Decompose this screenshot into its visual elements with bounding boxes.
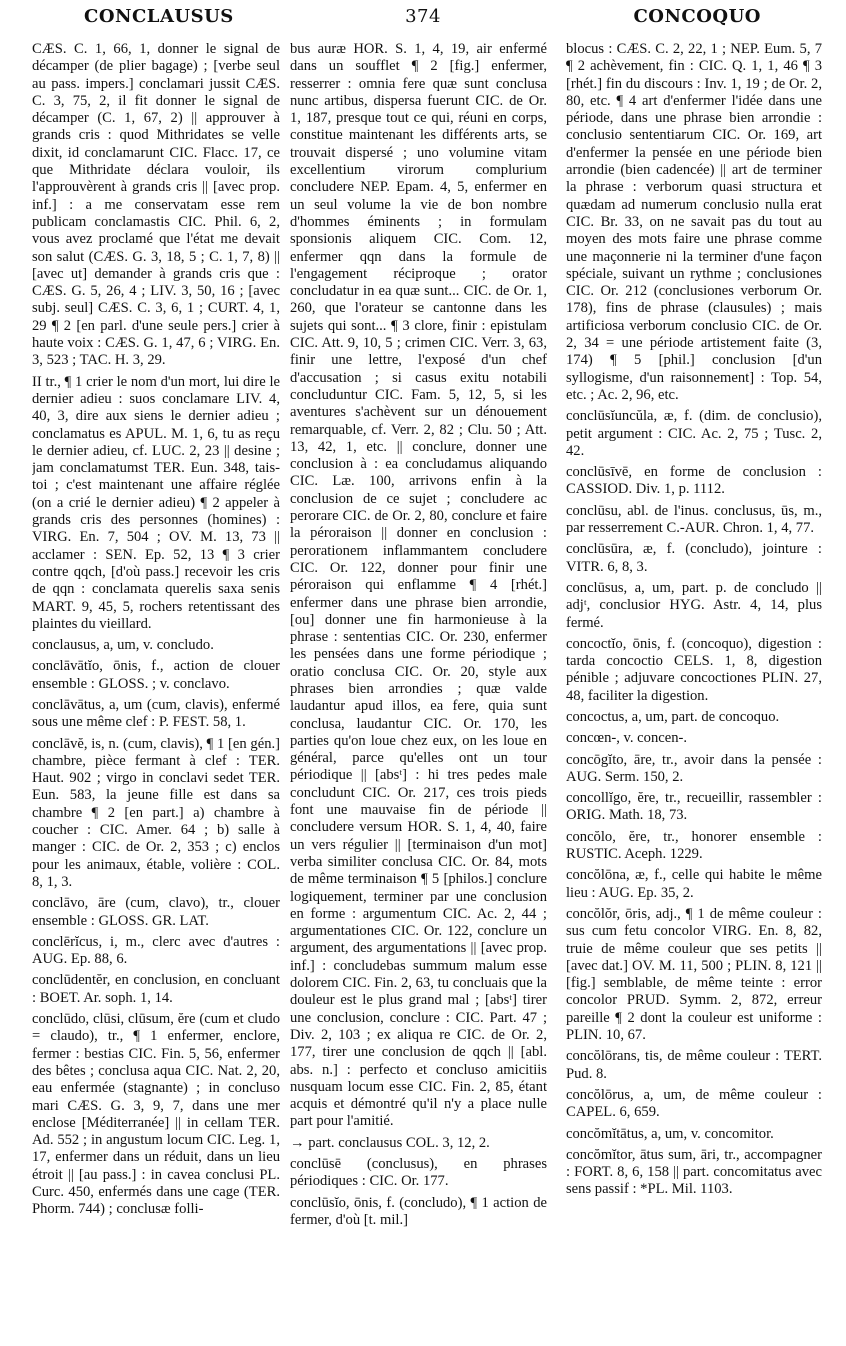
dictionary-entry: concŏmĭtor, ātus sum, āri, tr., accompagner : FORT. 8, 6, 158 || part. concomitatus avec sens passif : *PL. Mil. 1103. <box>566 1146 822 1198</box>
dictionary-entry: concoctus, a, um, part. de concoquo. <box>566 708 780 725</box>
header-first-entry: CONCLAUSUS <box>84 6 234 27</box>
dictionary-entry: concollĭgo, ĕre, tr., recueillir, rassembler : ORIG. Math. 18, 73. <box>566 790 822 824</box>
running-header <box>0 0 846 36</box>
dictionary-entry: conclūsīvē, en forme de conclusion : CASSIOD. Div. 1, p. 1112. <box>566 464 822 498</box>
page-number: 374 <box>405 6 441 27</box>
dictionary-entry: conclūdentĕr, en conclusion, en concluant : BOET. Ar. soph. 1, 14. <box>32 972 280 1006</box>
entry-continuation: CÆS. C. 1, 66, 1, donner le signal de décamper (de plier bagage) ; [verbe seul au pass. impers.] conclamari jussit CÆS. C. 3, 75, 2, il fit donner le signal de décamper (C. 1, 67, 2) || approuver à grands cris : quod Mithridates se velle dixit, id conclamarunt CIC. Flacc. 17, ce que Mithridate déclara vouloir, ils l'approuvèrent à grands cris || [avec prop. inf.] : a me conservatam esse rem publicam conclamastis CIC. Phil. 6, 2, vous avez proclamé que l'état me devait son salut (CÆS. G. 3, 18, 5 ; C. 1, 7, 8) || [avec ut] demander à grands cris que : CÆS. G. 5, 26, 4 ; LIV. 3, 50, 16 ; [avec subj. seul] CÆS. C. 3, 6, 1 ; CURT. 4, 1, 29 ¶ 2 [en parl. d'une seule pers.] crier à haute voix : CÆS. G. 1, 47, 6 ; VIRG. En. 3, 523 ; TAC. H. 3, 29. <box>32 41 280 369</box>
dictionary-entry: conclāvĕ, is, n. (cum, clavis), ¶ 1 [en gén.] chambre, pièce fermant à clef : TER. Haut. 902 ; virgo in conclavi sedet TER. Eun. 583, la jeune fille est dans sa chambre ¶ 2 [en part.] a) chambre à coucher : CIC. Amer. 64 ; b) salle à manger : CIC. de Or. 2, 353 ; c) enclos pour les animaux, étable, volière : COL. 8, 1, 3. <box>32 735 280 890</box>
dictionary-entry: concoctĭo, ōnis, f. (concoquo), digestion : tarda concoctio CELS. 1, 8, digestion pénible ; adjuvare concoctiones PLIN. 27, 48, faciliter la digestion. <box>566 635 822 704</box>
text-column-right <box>566 41 822 1341</box>
dictionary-entry: conclausus, a, um, v. concludo. <box>32 637 214 654</box>
dictionary-entry: conclāvātĭo, ōnis, f., action de clouer ensemble : GLOSS. ; v. conclavo. <box>32 658 280 692</box>
header-last-entry: CONCOQUO <box>633 6 761 27</box>
dictionary-entry: concœn-, v. concen-. <box>566 730 688 747</box>
text-column-left <box>32 41 280 1341</box>
dictionary-entry: conclāvātus, a, um (cum, clavis), enfermé sous une même clef : P. FEST. 58, 1. <box>32 696 280 731</box>
dictionary-entry: conclūsu, abl. de l'inus. conclusus, ūs, m., par resserrement C.-AUR. Chron. 1, 4, 77. <box>566 502 822 537</box>
dictionary-entry: II tr., ¶ 1 crier le nom d'un mort, lui dire le dernier adieu : suos conclamare LIV. 4, 40, 3, dire aux siens le dernier adieu ; conclamatus es APUL. M. 1, 6, tu as reçu le dernier adieu, cf. LUC. 2, 23 || desine ; jam conclamatumst TER. Eun. 348, tais-toi ; c'est maintenant une affaire réglée (on a crié le dernier adieu) ¶ 2 appeler à grands cris des personnes (homines) : VIRG. En. 7, 504 ; OV. M. 13, 73 || acclamer : SEN. Ep. 52, 13 ¶ 3 crier contre qqch, [d'où pass.] recevoir les cris de qqn : conclamata querelis saxa senis MART. 9, 45, 5, rochers retentissant des plaintes du vieillard. <box>32 373 280 632</box>
dictionary-entry: concŏlōrans, tis, de même couleur : TERT. Pud. 8. <box>566 1048 822 1082</box>
dictionary-entry: conclāvo, āre (cum, clavo), tr., clouer ensemble : GLOSS. GR. LAT. <box>32 895 280 929</box>
dictionary-entry: concŏlo, ĕre, tr., honorer ensemble : RUSTIC. Aceph. 1229. <box>566 828 822 863</box>
dictionary-entry: concŏmĭtātus, a, um, v. concomitor. <box>566 1125 774 1142</box>
dictionary-entry: conclūsūra, æ, f. (concludo), jointure : VITR. 6, 8, 3. <box>566 541 822 575</box>
entry-continuation: blocus : CÆS. C. 2, 22, 1 ; NEP. Eum. 5, 7 ¶ 2 achèvement, fin : CIC. Q. 1, 1, 46 ¶ 3 [rhét.] fin du discours : Inv. 1, 19 ; de Or. 2, 80, etc. ¶ 4 art d'enfermer l'idée dans une période, dans une phrase bien arrondie : conclusio sententiarum CIC. Or. 169, art d'enfermer la pensée en une période bien arrondie (bien cadencée) || art de terminer la phrase : verborum quasi structura et quædam ad numerum conclusio nulla erat CIC. Br. 33, on ne savait pas du tout au moyen des mots faire une phrase comme une maçonnerie ni la terminer d'une façon spéciale, suivant un rythme ; conclusiones CIC. Or. 212 (conclusiones verborum Or. 178), fins de phrase (clausules) ; mais artificiosa verborum conclusio CIC. de Or. 2, 34 = une période artistement faite (3, 174) ¶ 5 [phil.] conclusion [d'un syllogisme, d'un raisonnement] : Top. 54, etc. ; Ac. 2, 96, etc. <box>566 41 822 403</box>
dictionary-entry: conclūsĭuncŭla, æ, f. (dim. de conclusio), petit argument : CIC. Ac. 2, 75 ; Tusc. 2, 42. <box>566 408 822 459</box>
dictionary-entry: concŏlŏr, ōris, adj., ¶ 1 de même couleur : sus cum fetu concolor VIRG. En. 8, 82, truie de même couleur que ses petits || [avec dat.] OV. M. 11, 500 ; PLIN. 8, 121 || [fig.] semblable, de même teinte : error concolor PRUD. Symm. 2, 872, erreur pareille ¶ 2 dont la couleur est uniforme : PLIN. 10, 67. <box>566 905 822 1044</box>
dictionary-entry: concŏlōna, æ, f., celle qui habite le même lieu : AUG. Ep. 35, 2. <box>566 867 822 901</box>
dictionary-entry: concōgĭto, āre, tr., avoir dans la pensée : AUG. Serm. 150, 2. <box>566 751 822 785</box>
dictionary-entry: conclūdo, clūsi, clūsum, ĕre (cum et cludo = claudo), tr., ¶ 1 enfermer, enclore, fermer : bestias CIC. Fin. 5, 56, enfermer des bêtes ; conclusa aqua CIC. Nat. 2, 20, eau enfermée (stagnante) ; in concluso mari CÆS. G. 3, 9, 7, dans une mer enclose [Méditerranée] || in cellam TER. Ad. 552 ; in angustum locum CIC. Leg. 1, 17, enfermer dans un réduit, dans un lieu étroit || [au pass.] : in cavea conclusi PL. Curc. 450, enfermés dans une cage (TER. Phorm. 744) ; conclusæ folli- <box>32 1011 280 1218</box>
dictionary-entry: concŏlōrus, a, um, de même couleur : CAPEL. 6, 659. <box>566 1086 822 1121</box>
dictionary-entry: conclērĭcus, i, m., clerc avec d'autres : AUG. Ep. 88, 6. <box>32 933 280 968</box>
dictionary-entry: conclūsĭo, ōnis, f. (concludo), ¶ 1 action de fermer, d'où [t. mil.] <box>290 1194 547 1228</box>
entry-continuation: bus auræ HOR. S. 1, 4, 19, air enfermé dans un soufflet ¶ 2 [fig.] enfermer, resserrer : omnia fere quæ sunt conclusa nunc artibus, dispersa fuerunt CIC. de Or. 1, 187, presque tout ce qui, réuni en corps, constitue maintenant les différents arts, se trouvait dispersé ; uno volumine vitam excellentium virorum complurium concludere NEP. Epam. 4, 5, enfermer en un seul volume la vie de bon nombre d'hommes éminents ; in formulam sponsionis aliquem CIC. Com. 12, enfermer qqn dans la formule de l'engagement réciproque ; orator concludatur in ea quæ sunt... CIC. de Or. 1, 260, que l'orateur se cantonne dans les sujets qui sont... ¶ 3 clore, finir : epistulam CIC. Att. 9, 10, 5 ; crimen CIC. Verr. 3, 63, finir une lettre, l'exposé d'un chef d'accusation ; si casus exitu notabili concluduntur CIC. Fam. 5, 12, 5, si les aventures s'achèvent sur un dénouement remarquable, cf. Verr. 2, 82 ; Clu. 50 ; Att. 13, 42, 1, etc. || conclure, donner une conclusion à : ea concludamus aliquando CIC. Læ. 100, arrivons enfin à la conclusion de ce sujet ; concludere ac perorare CIC. de Or. 2, 80, conclure et faire la péroraison || donner en conclusion : perorationem inflammantem concludere CIC. Or. 122, donner pour finir une péroraison qui enflamme ¶ 4 [rhét.] enfermer dans une phrase bien arrondie, [ou] donner une fin harmonieuse à la phrase : sententias CIC. Or. 230, enfermer les pensées dans une forme périodique ; oratio conclusa CIC. Or. 20, style aux phrases bien arrondies ; quæ valde laudantur apud illos, ea fere, quia sunt conclusa, laudantur CIC. Or. 170, les parties qu'on loue chez eux, on les loue en général, parce qu'elles ont un tour périodique || [absᵗ] : hi tres pedes male concludunt CIC. Or. 217, ces trois pieds font une mauvaise fin de période || concludere versum HOR. S. 1, 4, 40, faire un vers régulier || [terminaison d'un mot] verba similiter conclusa CIC. Or. 84, mots de même terminaison ¶ 5 [philos.] conclure logiquement, terminer par une conclusion en forme : argumentum CIC. Ac. 2, 44 ; argumentationes CIC. Or. 122, conclure un argument, des argumentations || [avec prop. inf.] : concludebas summum malum esse dolorem CIC. Fin. 2, 63, tu concluais que la douleur est le plus grand mal ; [absᵗ] tirer une conclusion, conclure : CIC. Part. 47 ; Div. 2, 103 ; ex aliqua re CIC. de Or. 2, 177, tirer une conclusion de qqch || [abl. abs. n.] : perfecto et concluso amicitiis nusquam locum esse CIC. Fin. 2, 85, étant acquis et démontré qu'il n'y a place nulle part pour l'amitié. <box>290 41 547 1130</box>
dictionary-note: → part. conclausus COL. 3, 12, 2. <box>290 1134 490 1151</box>
dictionary-entry: conclūsus, a, um, part. p. de concludo || adjᵗ, conclusior HYG. Astr. 4, 14, plus fermé. <box>566 579 822 631</box>
text-column-middle <box>290 41 547 1341</box>
dictionary-entry: conclūsē (conclusus), en phrases périodiques : CIC. Or. 177. <box>290 1156 547 1190</box>
